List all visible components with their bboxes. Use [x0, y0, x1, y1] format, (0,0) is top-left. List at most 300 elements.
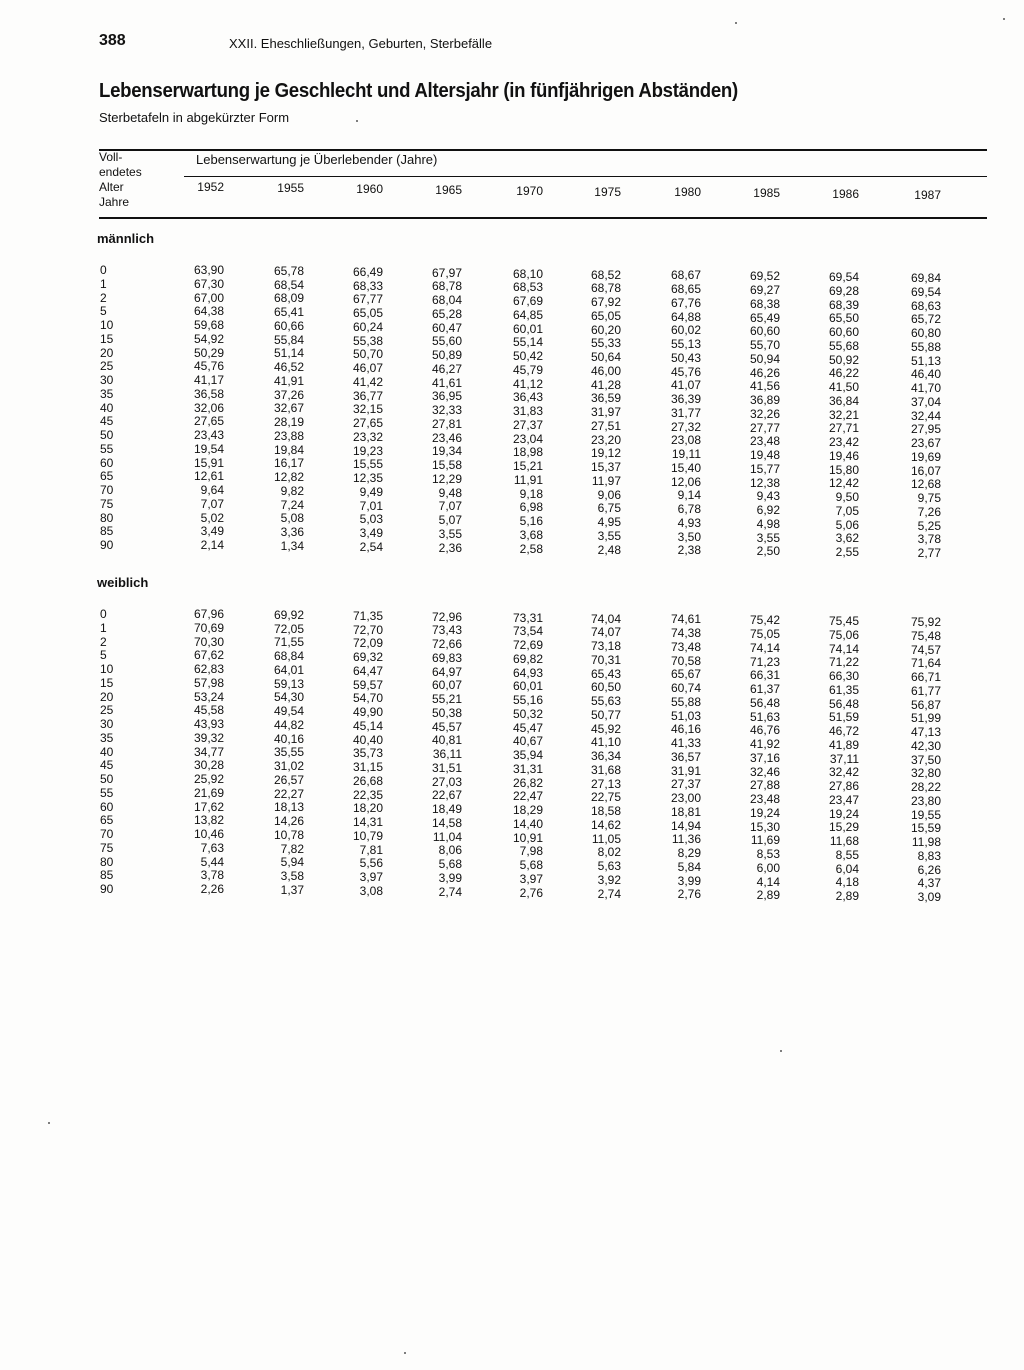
header-top-rule — [99, 149, 987, 151]
value-cell: 46,40 — [910, 367, 941, 382]
value-cell: 4,98 — [756, 516, 780, 531]
value-cell: 13,82 — [193, 813, 224, 828]
value-cell: 60,66 — [273, 318, 304, 333]
value-cell: 23,80 — [910, 793, 941, 808]
value-cell: 67,76 — [670, 295, 701, 310]
value-cell: 23,20 — [590, 432, 621, 447]
value-cell: 69,83 — [431, 650, 462, 665]
value-cell: 51,59 — [828, 710, 859, 725]
value-cell: 2,14 — [200, 538, 224, 552]
value-cell: 36,34 — [590, 749, 621, 763]
value-cell: 8,83 — [917, 848, 941, 863]
value-cell: 6,78 — [677, 502, 701, 517]
value-cell: 65,78 — [273, 263, 304, 278]
value-cell: 36,95 — [431, 389, 462, 404]
value-cell: 60,60 — [828, 325, 859, 340]
value-cell: 5,07 — [438, 513, 462, 528]
value-cell: 15,37 — [590, 460, 621, 474]
value-cell: 41,28 — [590, 377, 621, 392]
value-cell: 68,78 — [590, 281, 621, 296]
value-cell: 51,63 — [749, 709, 780, 724]
value-cell: 9,64 — [200, 483, 224, 497]
value-cell: 57,98 — [193, 675, 224, 690]
value-cell: 23,42 — [828, 435, 859, 450]
age-cell: 50 — [100, 772, 114, 786]
age-cell: 2 — [100, 634, 107, 649]
value-cell: 22,75 — [590, 790, 621, 805]
value-cell: 60,74 — [670, 681, 701, 696]
value-cell: 23,47 — [828, 792, 859, 807]
value-cell: 60,01 — [512, 679, 543, 694]
value-cell: 60,24 — [352, 319, 383, 334]
value-cell: 32,46 — [749, 764, 780, 779]
value-cell: 9,49 — [359, 484, 383, 499]
value-cell: 7,82 — [280, 841, 304, 856]
value-cell: 67,00 — [193, 290, 224, 305]
value-cell: 36,59 — [590, 391, 621, 406]
value-cell: 6,92 — [756, 503, 780, 518]
value-cell: 1,34 — [280, 538, 304, 553]
value-cell: 73,54 — [512, 624, 543, 639]
value-cell: 73,43 — [431, 623, 462, 638]
value-cell: 41,92 — [749, 737, 780, 752]
value-cell: 46,16 — [670, 722, 701, 737]
value-cell: 39,32 — [193, 730, 224, 745]
value-cell: 32,33 — [431, 403, 462, 418]
value-cell: 46,00 — [590, 363, 621, 378]
value-cell: 14,62 — [590, 817, 621, 832]
value-cell: 3,68 — [519, 527, 543, 542]
value-cell: 73,18 — [590, 639, 621, 653]
value-cell: 61,37 — [749, 682, 780, 697]
value-cell: 55,88 — [910, 339, 941, 354]
value-cell: 19,69 — [910, 449, 941, 464]
value-cell: 22,67 — [431, 788, 462, 803]
value-cell: 53,24 — [193, 689, 224, 704]
value-cell: 18,20 — [352, 801, 383, 816]
value-cell: 64,88 — [670, 309, 701, 324]
value-cell: 2,58 — [519, 541, 543, 556]
age-cell: 75 — [100, 496, 114, 511]
value-cell: 36,84 — [828, 393, 859, 408]
value-cell: 2,74 — [438, 884, 462, 899]
value-cell: 2,77 — [917, 546, 941, 561]
value-cell: 19,24 — [749, 805, 780, 820]
value-cell: 68,54 — [273, 277, 304, 292]
value-cell: 50,89 — [431, 348, 462, 363]
value-cell: 46,72 — [828, 724, 859, 739]
value-cell: 36,11 — [432, 747, 462, 762]
year-header: 1986 — [832, 187, 859, 202]
value-cell: 72,70 — [352, 622, 383, 637]
value-cell: 2,76 — [677, 887, 701, 902]
value-cell: 70,30 — [193, 634, 224, 649]
value-cell: 72,96 — [431, 609, 462, 624]
value-cell: 12,68 — [910, 477, 941, 492]
value-cell: 71,35 — [352, 608, 383, 623]
value-cell: 16,17 — [273, 456, 304, 471]
value-cell: 27,86 — [828, 779, 859, 794]
value-cell: 45,76 — [193, 359, 224, 374]
value-cell: 49,54 — [273, 704, 304, 719]
value-cell: 55,70 — [749, 338, 780, 353]
value-cell: 27,88 — [749, 778, 780, 793]
value-cell: 2,76 — [519, 885, 543, 900]
age-cell: 70 — [100, 827, 114, 841]
value-cell: 59,13 — [273, 676, 304, 691]
value-cell: 11,68 — [829, 834, 859, 849]
value-cell: 7,81 — [359, 842, 383, 857]
value-cell: 68,67 — [670, 268, 701, 283]
year-header: 1952 — [197, 180, 224, 194]
value-cell: 71,55 — [273, 635, 304, 650]
value-cell: 19,55 — [910, 807, 941, 822]
value-cell: 46,27 — [431, 361, 462, 376]
age-cell: 40 — [100, 744, 114, 759]
value-cell: 50,43 — [670, 350, 701, 365]
value-cell: 3,92 — [597, 872, 621, 887]
value-cell: 73,48 — [670, 639, 701, 654]
value-cell: 12,82 — [273, 470, 304, 485]
value-cell: 54,92 — [193, 331, 224, 346]
value-cell: 8,29 — [677, 846, 701, 861]
value-cell: 19,12 — [590, 446, 621, 461]
value-cell: 69,28 — [828, 283, 859, 298]
value-cell: 5,06 — [835, 517, 859, 532]
value-cell: 15,59 — [910, 821, 941, 836]
value-cell: 8,06 — [438, 843, 462, 858]
value-cell: 69,84 — [910, 271, 941, 286]
value-cell: 19,46 — [828, 448, 859, 463]
value-cell: 41,61 — [431, 375, 462, 390]
value-cell: 6,00 — [756, 860, 780, 875]
value-cell: 2,89 — [835, 889, 859, 904]
age-cell: 30 — [100, 717, 114, 731]
value-cell: 14,40 — [512, 816, 543, 831]
value-cell: 41,17 — [193, 373, 224, 387]
value-cell: 4,93 — [677, 515, 701, 530]
value-cell: 69,82 — [512, 651, 543, 666]
value-cell: 21,69 — [193, 785, 224, 800]
value-cell: 72,69 — [512, 638, 543, 653]
value-cell: 7,24 — [280, 497, 304, 512]
value-cell: 65,72 — [910, 312, 941, 327]
value-cell: 4,18 — [835, 875, 859, 890]
age-cell: 0 — [100, 607, 107, 621]
value-cell: 47,13 — [910, 725, 941, 740]
value-cell: 75,45 — [828, 614, 859, 629]
age-cell: 60 — [100, 455, 114, 470]
value-cell: 15,29 — [828, 820, 859, 835]
value-cell: 8,55 — [835, 847, 859, 862]
value-cell: 50,29 — [193, 345, 224, 360]
page-title: Lebenserwartung je Geschlecht und Altersjahr (in fünfjährigen Abständen) — [99, 80, 738, 102]
age-cell: 55 — [100, 441, 114, 456]
value-cell: 5,25 — [917, 518, 941, 533]
value-cell: 56,48 — [828, 696, 859, 711]
value-cell: 6,04 — [835, 861, 859, 876]
value-cell: 41,07 — [670, 378, 701, 393]
value-cell: 60,02 — [670, 323, 701, 338]
value-cell: 7,98 — [519, 844, 543, 859]
page-subtitle: Sterbetafeln in abgekürzter Form — [99, 110, 290, 125]
value-cell: 23,43 — [193, 428, 224, 442]
value-cell: 55,88 — [670, 694, 701, 709]
value-cell: 74,61 — [670, 612, 701, 627]
value-cell: 73,31 — [512, 610, 543, 625]
value-cell: 71,23 — [749, 654, 780, 669]
value-cell: 18,49 — [431, 802, 462, 817]
value-cell: 40,40 — [352, 732, 383, 747]
value-cell: 63,90 — [193, 263, 224, 277]
value-cell: 10,79 — [352, 828, 383, 843]
value-cell: 37,04 — [910, 394, 941, 409]
value-cell: 3,78 — [200, 868, 224, 883]
value-cell: 3,50 — [677, 529, 701, 544]
value-cell: 2,54 — [359, 539, 383, 554]
value-cell: 70,58 — [670, 653, 701, 668]
value-cell: 26,68 — [352, 773, 383, 788]
value-cell: 8,53 — [756, 847, 780, 862]
value-cell: 27,32 — [670, 419, 701, 434]
value-cell: 2,48 — [597, 542, 621, 557]
value-cell: 64,93 — [512, 665, 543, 680]
value-cell: 68,63 — [910, 298, 941, 313]
age-cell: 20 — [100, 345, 114, 360]
value-cell: 11,91 — [513, 472, 543, 487]
value-cell: 14,26 — [273, 814, 304, 829]
value-cell: 68,39 — [828, 297, 859, 312]
value-cell: 16,07 — [910, 463, 941, 478]
value-cell: 15,30 — [749, 819, 780, 834]
value-cell: 31,83 — [512, 404, 543, 419]
value-cell: 10,78 — [273, 827, 304, 842]
value-cell: 75,05 — [749, 627, 780, 642]
value-cell: 3,55 — [438, 526, 462, 541]
value-cell: 72,05 — [273, 621, 304, 636]
value-cell: 15,77 — [749, 461, 780, 476]
value-cell: 2,74 — [597, 886, 621, 901]
value-cell: 68,52 — [590, 267, 621, 282]
value-cell: 27,65 — [193, 414, 224, 429]
value-cell: 10,46 — [193, 827, 224, 841]
value-cell: 19,54 — [193, 441, 224, 456]
value-cell: 74,04 — [590, 611, 621, 626]
value-cell: 19,84 — [273, 442, 304, 457]
value-cell: 23,00 — [670, 791, 701, 806]
value-cell: 43,93 — [193, 717, 224, 731]
age-cell: 15 — [100, 675, 114, 690]
header-stub: Voll- endetes Alter Jahre — [99, 150, 142, 209]
age-cell: 30 — [100, 373, 114, 387]
value-cell: 15,80 — [828, 462, 859, 477]
value-cell: 35,94 — [512, 748, 543, 763]
value-cell: 45,58 — [193, 703, 224, 718]
value-cell: 55,63 — [590, 694, 621, 708]
value-cell: 19,23 — [352, 443, 383, 458]
value-cell: 72,66 — [431, 637, 462, 652]
value-cell: 60,60 — [749, 324, 780, 339]
header-bottom-rule — [99, 217, 987, 219]
value-cell: 69,52 — [749, 269, 780, 284]
value-cell: 9,82 — [280, 483, 304, 498]
value-cell: 61,35 — [828, 682, 859, 697]
value-cell: 67,62 — [193, 648, 224, 663]
value-cell: 18,13 — [273, 800, 304, 815]
value-cell: 56,87 — [910, 697, 941, 712]
value-cell: 32,06 — [193, 400, 224, 415]
value-cell: 75,42 — [749, 613, 780, 628]
table-row — [0, 882, 1024, 905]
value-cell: 65,50 — [828, 311, 859, 326]
value-cell: 64,01 — [273, 662, 304, 677]
value-cell: 69,54 — [828, 270, 859, 285]
value-cell: 12,35 — [352, 471, 383, 486]
value-cell: 55,60 — [431, 334, 462, 349]
year-header: 1955 — [277, 180, 304, 195]
age-cell: 90 — [100, 538, 114, 552]
value-cell: 41,70 — [910, 381, 941, 396]
value-cell: 41,89 — [828, 737, 859, 752]
value-cell: 19,11 — [671, 447, 701, 462]
value-cell: 5,56 — [359, 856, 383, 871]
value-cell: 74,57 — [910, 642, 941, 657]
value-cell: 23,46 — [431, 430, 462, 445]
age-cell: 50 — [100, 428, 114, 442]
value-cell: 5,68 — [438, 857, 462, 872]
section-label: weiblich — [97, 575, 149, 590]
value-cell: 5,44 — [200, 854, 224, 869]
value-cell: 60,80 — [910, 326, 941, 341]
value-cell: 41,42 — [352, 374, 383, 389]
value-cell: 46,07 — [352, 361, 383, 376]
age-cell: 65 — [100, 469, 114, 484]
value-cell: 22,47 — [512, 789, 543, 804]
value-cell: 27,95 — [910, 422, 941, 437]
value-cell: 50,77 — [590, 707, 621, 722]
value-cell: 32,80 — [910, 766, 941, 781]
value-cell: 7,26 — [917, 504, 941, 519]
value-cell: 72,09 — [352, 636, 383, 651]
year-header: 1975 — [594, 184, 621, 199]
age-cell: 35 — [100, 386, 114, 401]
value-cell: 31,68 — [590, 762, 621, 777]
value-cell: 12,06 — [670, 474, 701, 489]
value-cell: 35,55 — [273, 745, 304, 760]
value-cell: 69,92 — [273, 607, 304, 622]
value-cell: 50,32 — [512, 706, 543, 721]
value-cell: 31,02 — [273, 759, 304, 774]
value-cell: 22,35 — [352, 787, 383, 802]
value-cell: 61,77 — [910, 683, 941, 698]
value-cell: 7,07 — [438, 499, 462, 514]
age-cell: 75 — [100, 840, 114, 855]
value-cell: 27,37 — [512, 417, 543, 432]
value-cell: 7,01 — [359, 498, 383, 513]
header-span-label: Lebenserwartung je Überlebender (Jahre) — [196, 152, 438, 167]
value-cell: 2,55 — [835, 545, 859, 560]
value-cell: 5,84 — [677, 859, 701, 874]
value-cell: 64,47 — [352, 663, 383, 678]
section-label: männlich — [97, 231, 155, 246]
value-cell: 2,50 — [756, 544, 780, 559]
value-cell: 67,30 — [193, 276, 224, 291]
value-cell: 9,18 — [519, 486, 543, 501]
age-cell: 0 — [100, 263, 107, 277]
value-cell: 50,42 — [512, 349, 543, 364]
value-cell: 46,22 — [828, 366, 859, 381]
value-cell: 15,91 — [193, 455, 224, 470]
value-cell: 56,48 — [749, 695, 780, 710]
value-cell: 15,21 — [512, 459, 543, 474]
value-cell: 62,83 — [193, 662, 224, 676]
header-span-rule — [184, 176, 987, 177]
value-cell: 28,22 — [910, 780, 941, 795]
age-cell: 70 — [100, 483, 114, 497]
value-cell: 55,14 — [512, 335, 543, 350]
value-cell: 65,67 — [670, 667, 701, 682]
value-cell: 67,77 — [352, 292, 383, 307]
value-cell: 4,14 — [756, 874, 780, 889]
value-cell: 8,02 — [597, 845, 621, 860]
value-cell: 23,08 — [670, 433, 701, 448]
age-cell: 35 — [100, 730, 114, 745]
value-cell: 60,50 — [590, 680, 621, 695]
value-cell: 51,14 — [273, 346, 304, 361]
age-cell: 40 — [100, 400, 114, 415]
value-cell: 36,57 — [670, 749, 701, 764]
age-cell: 1 — [100, 620, 107, 635]
value-cell: 55,84 — [273, 332, 304, 347]
value-cell: 65,05 — [590, 308, 621, 323]
value-cell: 11,97 — [591, 473, 621, 488]
value-cell: 60,01 — [512, 321, 543, 336]
age-cell: 15 — [100, 331, 114, 346]
value-cell: 74,14 — [828, 641, 859, 656]
value-cell: 65,28 — [431, 306, 462, 321]
value-cell: 1,37 — [280, 882, 304, 897]
value-cell: 32,26 — [749, 406, 780, 421]
value-cell: 3,99 — [677, 873, 701, 888]
value-cell: 54,30 — [273, 690, 304, 705]
value-cell: 70,69 — [193, 620, 224, 635]
value-cell: 65,49 — [749, 310, 780, 325]
value-cell: 55,68 — [828, 338, 859, 353]
value-cell: 3,97 — [519, 871, 543, 886]
value-cell: 27,77 — [749, 420, 780, 435]
age-cell: 80 — [100, 510, 114, 525]
value-cell: 18,29 — [512, 803, 543, 818]
value-cell: 68,09 — [273, 291, 304, 306]
age-cell: 85 — [100, 524, 114, 539]
value-cell: 41,12 — [512, 376, 543, 391]
value-cell: 11,04 — [432, 829, 462, 844]
value-cell: 50,92 — [828, 352, 859, 367]
age-cell: 65 — [100, 813, 114, 828]
value-cell: 31,51 — [431, 760, 462, 775]
value-cell: 15,40 — [670, 460, 701, 475]
value-cell: 5,94 — [280, 855, 304, 870]
value-cell: 14,58 — [431, 815, 462, 830]
value-cell: 49,90 — [352, 705, 383, 720]
value-cell: 7,05 — [835, 503, 859, 518]
value-cell: 3,99 — [438, 870, 462, 885]
value-cell: 5,08 — [280, 511, 304, 526]
value-cell: 3,78 — [917, 532, 941, 547]
value-cell: 42,30 — [910, 738, 941, 753]
value-cell: 67,92 — [590, 295, 621, 309]
value-cell: 5,63 — [597, 859, 621, 873]
